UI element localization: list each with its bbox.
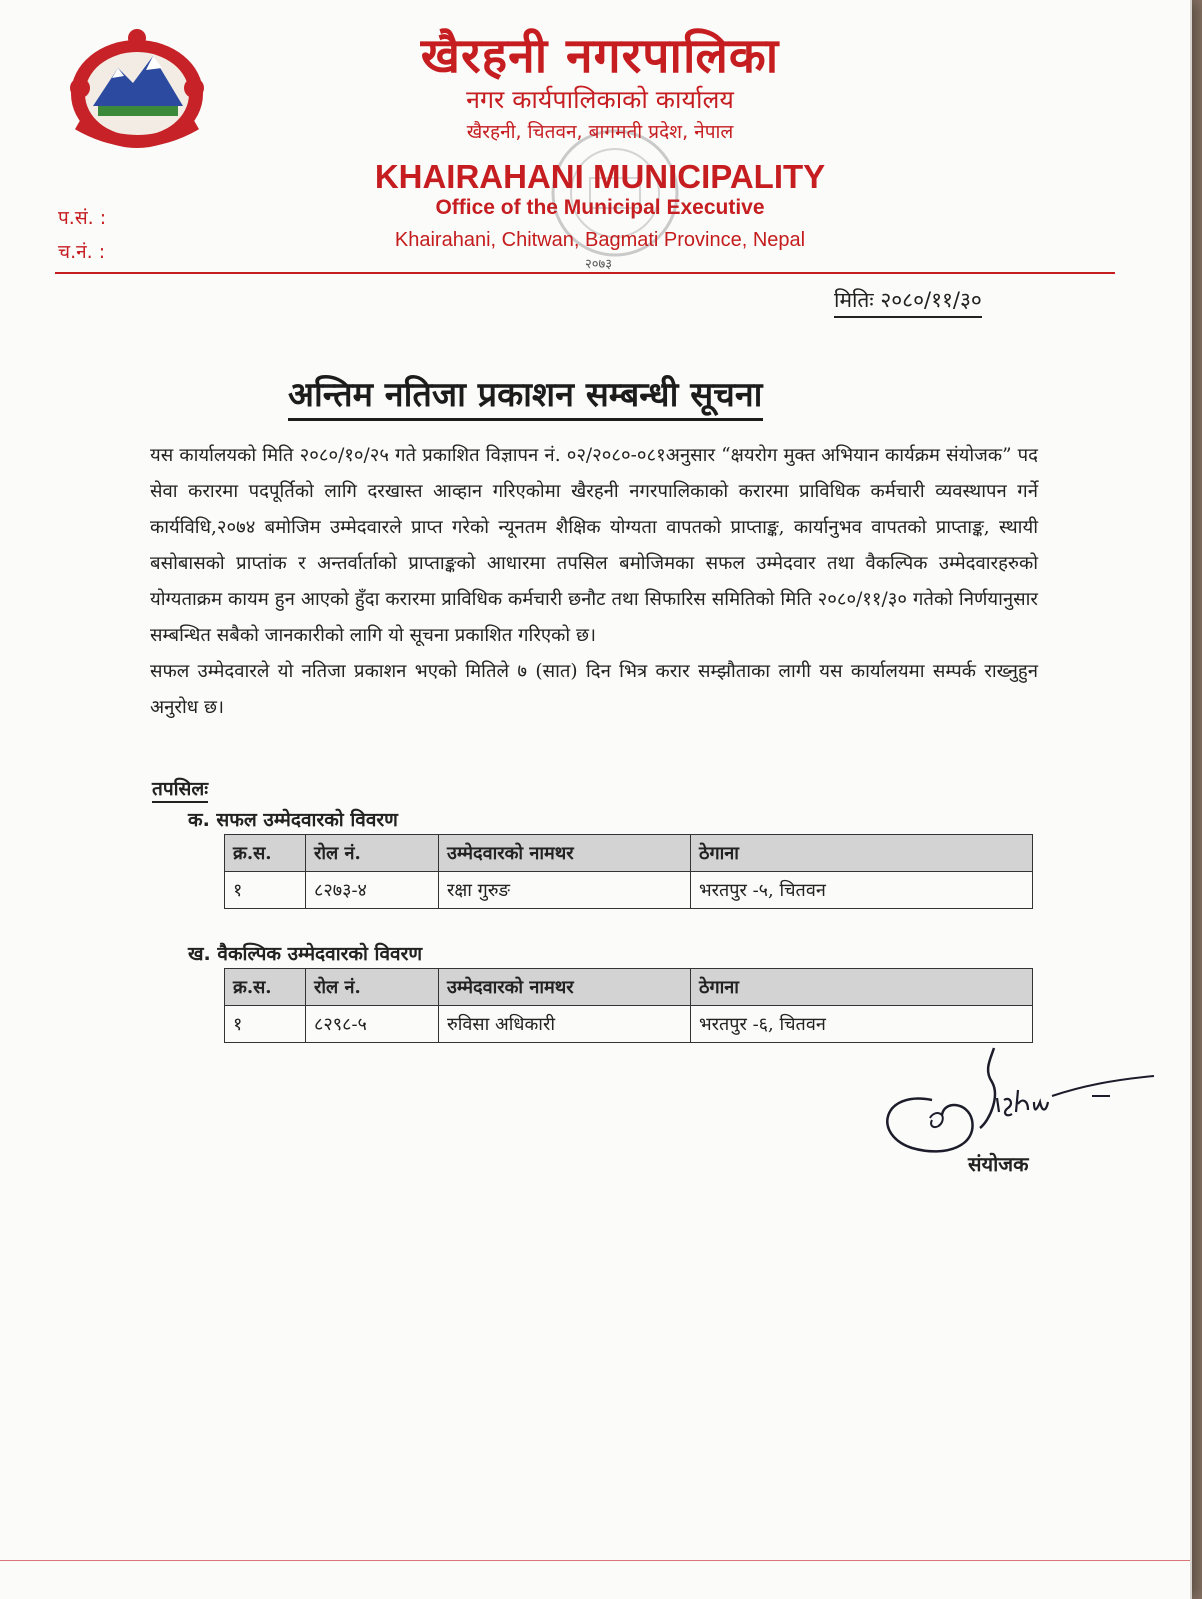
header-divider [55, 272, 1115, 274]
notice-title: अन्तिम नतिजा प्रकाशन सम्बन्धी सूचना [288, 370, 763, 421]
signature-icon [872, 1040, 1157, 1165]
stamp-year: २०७३ [585, 257, 613, 272]
office-name-en: Office of the Municipal Executive [435, 196, 765, 219]
office-name-np: नगर कार्यपालिकाको कार्यालय [466, 85, 734, 114]
municipality-name-en: KHAIRAHANI MUNICIPALITY [374, 158, 826, 195]
address-np: खैरहनी, चितवन, बागमती प्रदेश, नेपाल [466, 121, 734, 143]
footer-divider [0, 1560, 1190, 1561]
cell-roll: ८२९८-५ [306, 1006, 439, 1043]
ref-cn: च.नं. : [58, 241, 106, 263]
alternate-heading: ख. वैकल्पिक उम्मेदवारको विवरण [188, 943, 423, 965]
notice-paragraph: यस कार्यालयको मिति २०८०/१०/२५ गते प्रकाशित विज्ञापन नं. ०२/२०८०-०८१अनुसार “क्षयरोग मुक्त अभियान कार्यक्रम संयोजक” पद सेवा करारमा पदपूर्तिको लागि दरखास्त आव्हान गरिएकोमा खैरहनी नगरपालिकाको करारमा प्राविधिक कर्मचारी व्यवस्थापन गर्ने कार्यविधि,२०७४ बमोजिम उम्मेदवारले प्राप्त गरेको न्यूनतम शैक्षिक योग्यता वापतको प्राप्ताङ्क, कार्यानुभव वापतको प्राप्ताङ्क, स्थायी बसोबासको प्राप्तांक र अन्तर्वार्ताको प्राप्ताङ्कको आधारमा तपसिल बमोजिमका सफल उम्मेदवार तथा वैकल्पिक उम्मेदवारहरुको योग्यताक्रम कायम हुन आएको हुँदा करारमा प्राविधिक कर्मचारी छनौट तथा सिफारिस समितिको मिति २०८०/११/३० गतेको निर्णयानुसार सम्बन्धित सबैको जानकारीको लागि यो सूचना प्रकाशित गरिएको छ। [150, 445, 1038, 646]
successful-table [224, 834, 1033, 909]
cell-address: भरतपुर -६, चितवन [691, 1006, 1033, 1043]
cell-name: रुविसा अधिकारी [439, 1006, 691, 1043]
table-row [225, 1006, 1033, 1043]
nepal-emblem-icon [58, 28, 216, 160]
col-name: उम्मेदवारको नामथर [439, 969, 691, 1006]
col-sn: क्र.स. [225, 835, 306, 872]
cell-sn: १ [225, 1006, 306, 1043]
signer-title: संयोजक [968, 1152, 1029, 1176]
col-name: उम्मेदवारको नामथर [439, 835, 691, 872]
notice-date: मितिः २०८०/११/३० [834, 286, 982, 318]
col-address: ठेगाना [691, 835, 1033, 872]
municipality-name-np: खैरहनी नगरपालिका [420, 28, 780, 84]
cell-name: रक्षा गुरुङ [439, 872, 691, 909]
cell-address: भरतपुर -५, चितवन [691, 872, 1033, 909]
details-label: तपसिलः [152, 775, 208, 803]
col-roll: रोल नं. [306, 835, 439, 872]
ref-ps: प.सं. : [58, 207, 107, 229]
address-en: Khairahani, Chitwan, Bagmati Province, Nepal [394, 229, 806, 251]
alternate-table [224, 968, 1033, 1043]
notice-paragraph-2: सफल उम्मेदवारले यो नतिजा प्रकाशन भएको मितिले ७ (सात) दिन भित्र करार सम्झौताका लागी यस कार्यालयमा सम्पर्क राख्नुहुन अनुरोध छ। [150, 661, 1038, 718]
col-sn: क्र.स. [225, 969, 306, 1006]
cell-roll: ८२७३-४ [306, 872, 439, 909]
table-row [225, 872, 1033, 909]
successful-heading: क. सफल उम्मेदवारको विवरण [188, 809, 398, 831]
col-roll: रोल नं. [306, 969, 439, 1006]
cell-sn: १ [225, 872, 306, 909]
notice-body [150, 438, 1038, 726]
col-address: ठेगाना [691, 969, 1033, 1006]
